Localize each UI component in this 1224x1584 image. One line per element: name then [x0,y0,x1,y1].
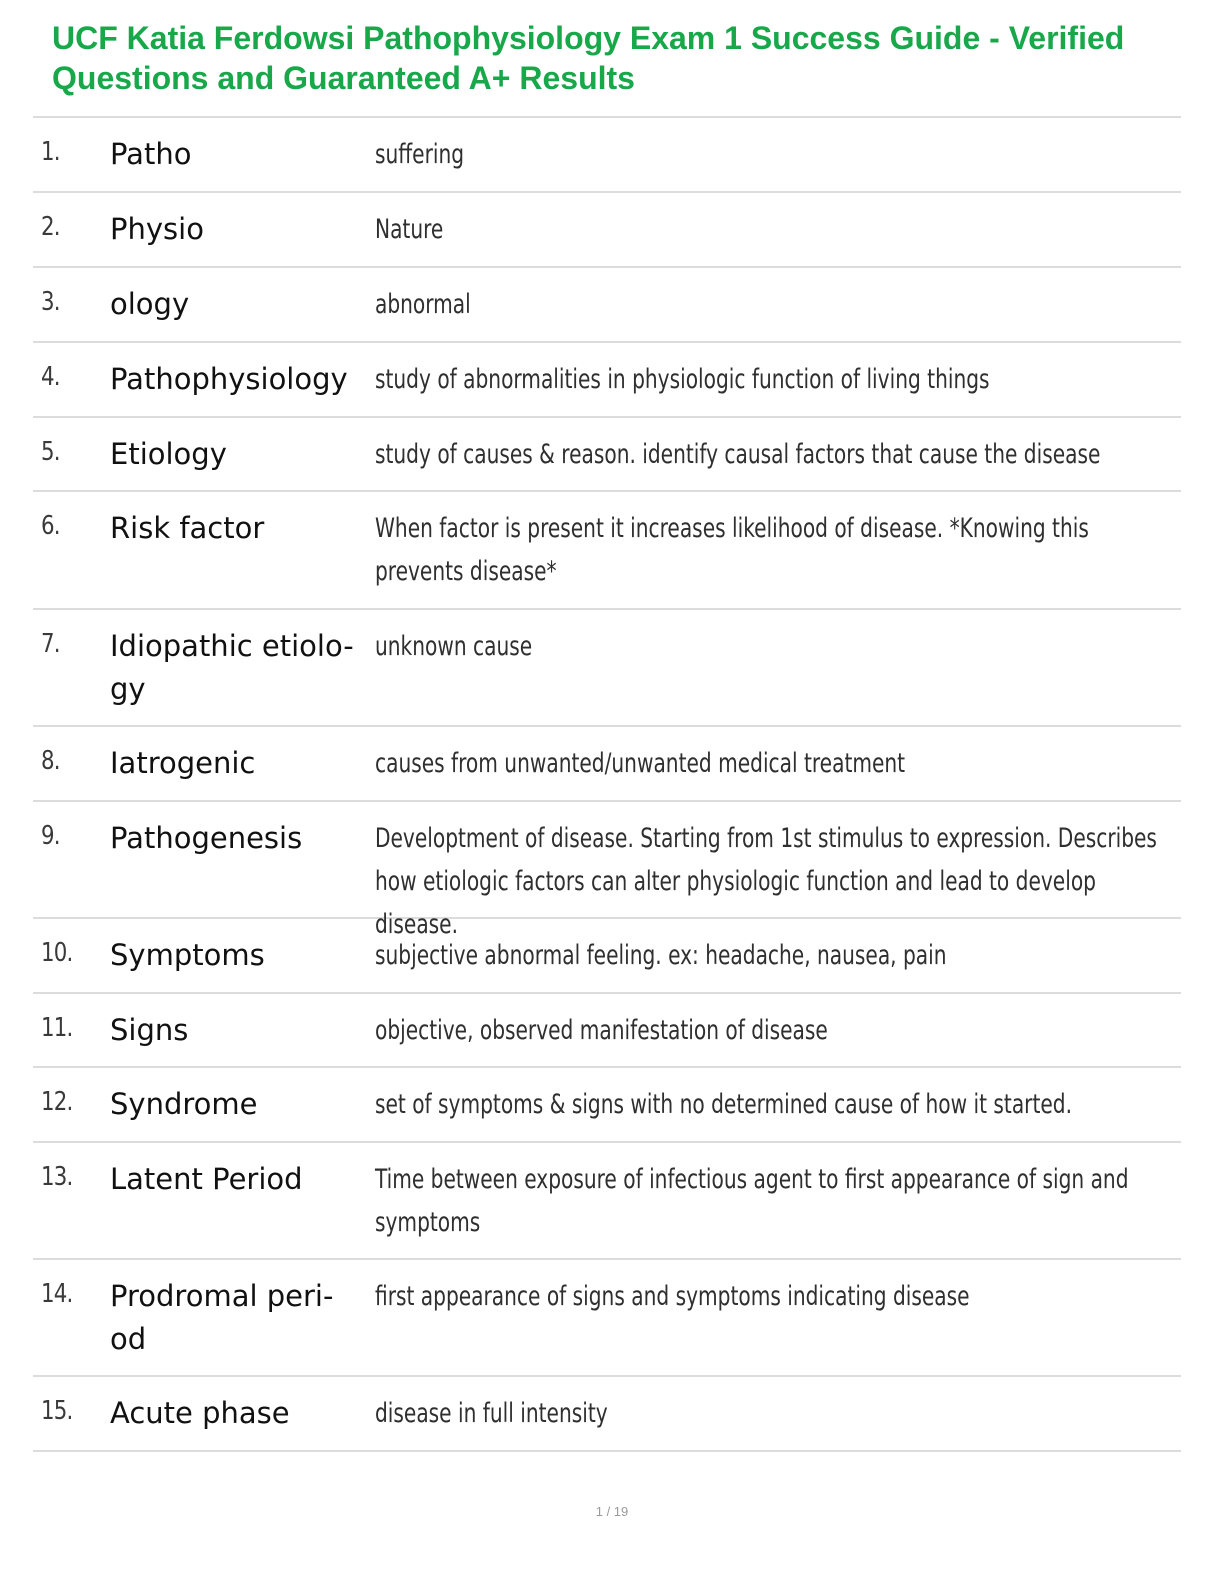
table-row [33,193,1181,268]
row-term: Latent Period [110,1162,303,1196]
row-number: 14. [41,1279,73,1309]
table-row [33,118,1181,193]
row-term: Symptoms [110,938,265,972]
document-title: UCF Katia Ferdowsi Pathophysiology Exam 1 Success Guide - Verified Questions and Guaranteed A+ Results [52,20,1125,96]
row-definition: study of abnormalities in physiologic function of living things [375,364,990,395]
table-row [33,802,1181,940]
row-definition: abnormal [375,289,471,320]
row-term: Signs [110,1013,189,1047]
table-row [33,994,1181,1068]
row-number: 6. [41,511,60,541]
row-definition: causes from unwanted/unwanted medical treatment [375,748,906,779]
row-number: 5. [41,437,60,467]
row-number: 15. [41,1396,73,1426]
row-number: 13. [41,1162,73,1192]
row-definition: Nature [375,214,444,245]
row-definition: Time between exposure of infectious agent to first appearance of sign and symptoms [375,1164,1129,1238]
row-number: 1. [41,137,60,167]
table-row [33,1143,1181,1260]
table-row [33,919,1181,994]
row-number: 11. [41,1013,73,1043]
row-term: Iatrogenic [110,746,256,780]
row-term: Pathophysiology [110,362,348,396]
row-term: Physio [110,212,204,246]
row-number: 9. [41,821,60,851]
row-definition: set of symptoms & signs with no determined cause of how it started. [375,1089,1072,1120]
table-row [33,727,1181,802]
table-row [33,268,1181,343]
table-row [33,343,1181,418]
row-term: Idiopathic etiolo-gy [110,629,354,706]
row-term: Acute phase [110,1396,290,1430]
row-number: 3. [41,287,60,317]
table-row [33,610,1181,727]
table-row [33,492,1181,610]
page-indicator: 1 / 19 [595,1504,629,1519]
row-term: Prodromal peri-od [110,1279,334,1356]
row-number: 7. [41,629,60,659]
row-definition: first appearance of signs and symptoms indicating disease [375,1281,970,1312]
row-definition: unknown cause [375,631,533,662]
row-term: Risk factor [110,511,265,545]
row-definition: suffering [375,139,465,170]
row-definition: objective, observed manifestation of disease [375,1015,828,1046]
row-number: 8. [41,746,60,776]
row-term: Syndrome [110,1087,258,1121]
row-number: 10. [41,938,73,968]
row-term: ology [110,287,190,321]
row-number: 4. [41,362,60,392]
row-definition: When factor is present it increases likelihood of disease. *Knowing this prevents disease* [375,513,1089,587]
row-term: Etiology [110,437,227,471]
row-definition: study of causes & reason. identify causal factors that cause the disease [375,439,1101,470]
row-number: 2. [41,212,60,242]
row-definition: subjective abnormal feeling. ex: headache, nausea, pain [375,940,947,971]
row-term: Patho [110,137,192,171]
table-row [33,1068,1181,1143]
table-row [33,418,1181,492]
table-row [33,1377,1181,1452]
row-number: 12. [41,1087,73,1117]
term-table [33,116,1181,1452]
table-row [33,1260,1181,1377]
row-definition: Developtment of disease. Starting from 1st stimulus to expression. Describes how etiologic factors can alter physiologic function and lead to develop disease. [375,823,1157,940]
row-term: Pathogenesis [110,821,303,855]
row-definition: disease in full intensity [375,1398,608,1429]
